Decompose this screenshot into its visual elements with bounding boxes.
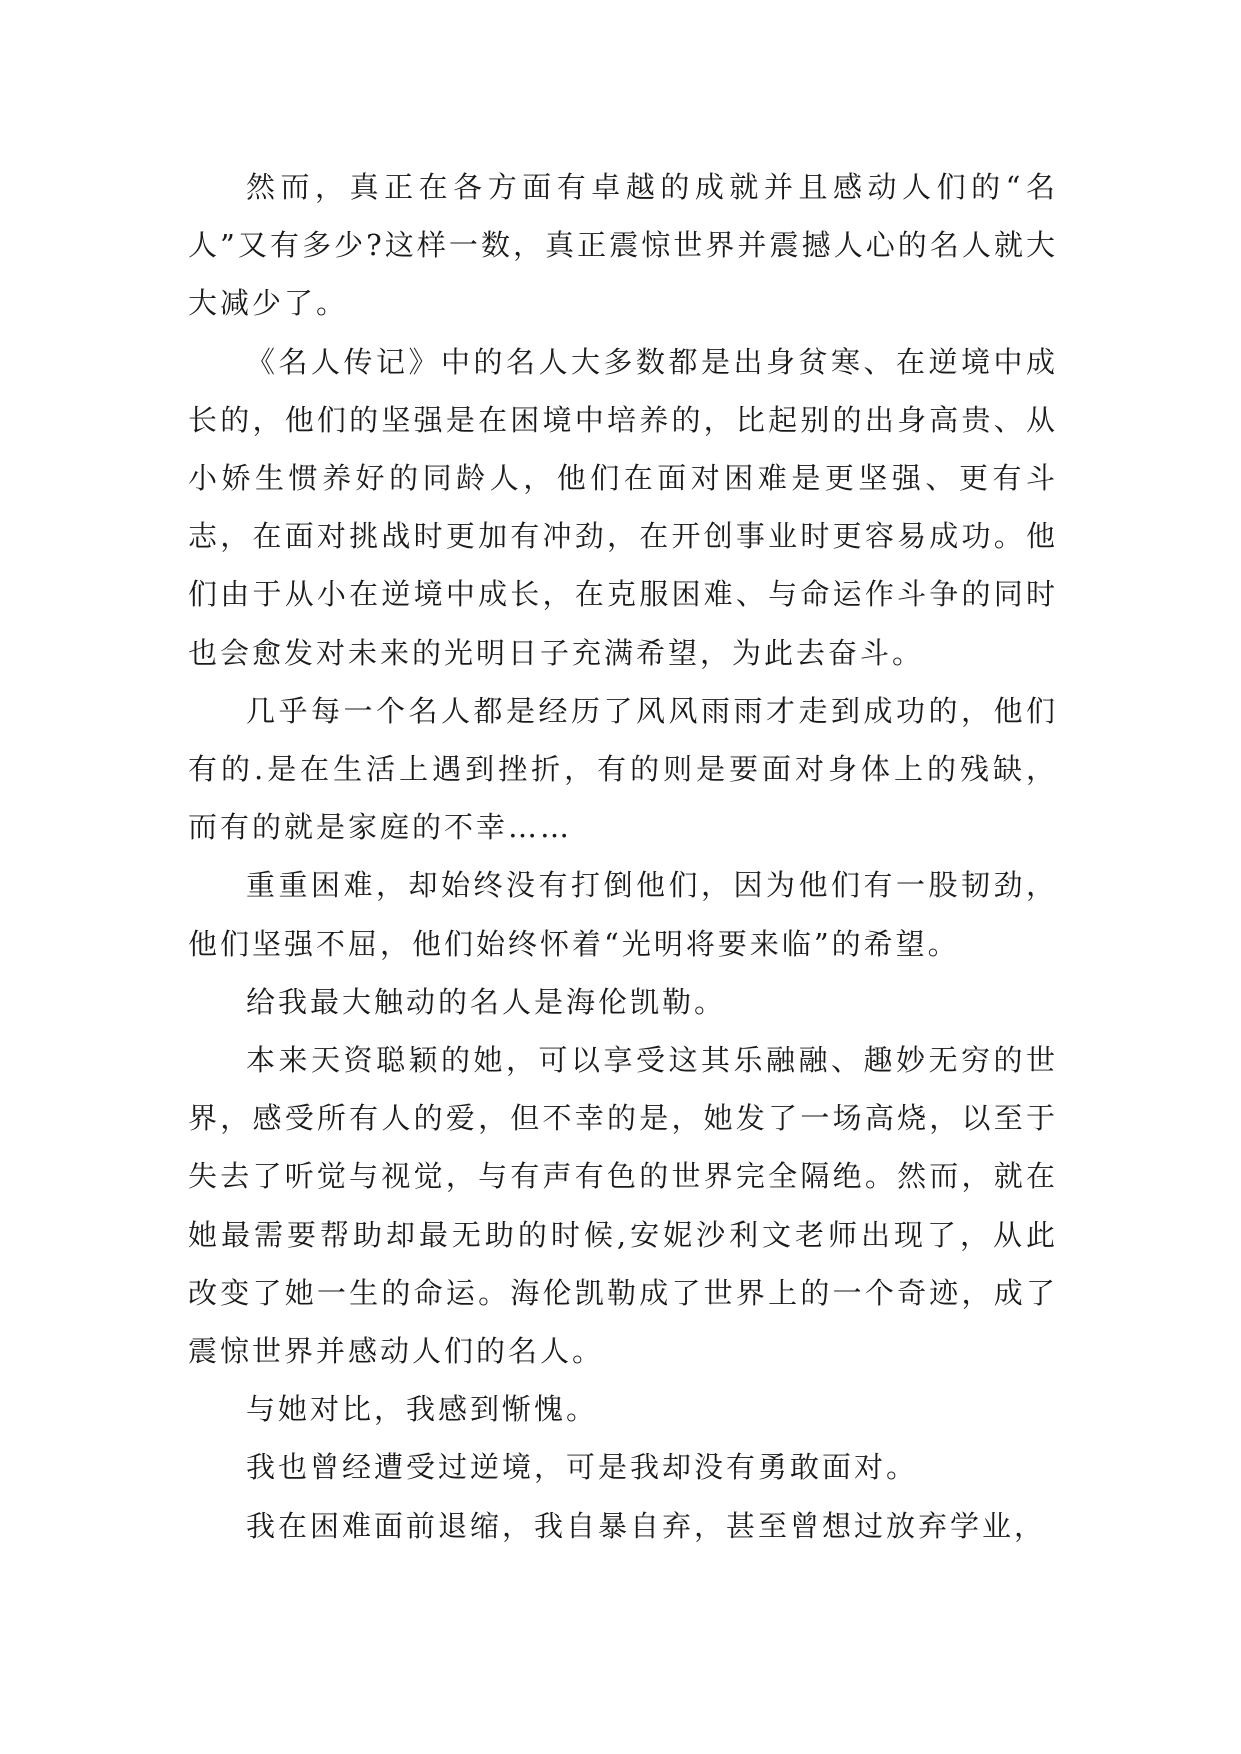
paragraph: 与她对比，我感到惭愧。 (246, 1392, 599, 1427)
paragraph: 几乎每一个名人都是经历了风风雨雨才走到成功的，他们有的.是在生活上遇到挫折，有的则是要面对身体上的残缺，而有的就是家庭的不幸…… (188, 693, 1058, 845)
paragraph: 重重困难，却始终没有打倒他们，因为他们有一股韧劲，他们坚强不屈，他们始终怀着“光明将要来临”的希望。 (188, 868, 1058, 961)
paragraph: 本来天资聪颖的她，可以享受这其乐融融、趣妙无穷的世界，感受所有人的爱，但不幸的是，她发了一场高烧，以至于失去了听觉与视觉，与有声有色的世界完全隔绝。然而，就在她最需要帮助却最无助的时候,安妮沙利文老师出现了，从此改变了她一生的命运。海伦凯勒成了世界上的一个奇迹，成了震惊世界并感动人们的名人。 (188, 1043, 1058, 1369)
paragraph: 我在困难面前退缩，我自暴自弃，甚至曾想过放弃学业， (246, 1508, 1047, 1543)
paragraph: 我也曾经遭受过逆境，可是我却没有勇敢面对。 (246, 1450, 919, 1485)
paragraph: 然而，真正在各方面有卓越的成就并且感动人们的“名人”又有多少?这样一数，真正震惊世界并震撼人心的名人就大大减少了。 (188, 170, 1058, 321)
paragraph: 给我最大触动的名人是海伦凯勒。 (246, 984, 727, 1019)
paragraph: 《名人传记》中的名人大多数都是出身贫寒、在逆境中成长的，他们的坚强是在困境中培养的，比起别的出身高贵、从小娇生惯养好的同龄人，他们在面对困难是更坚强、更有斗志，在面对挑战时更加有冲劲，在开创事业时更容易成功。他们由于从小在逆境中成长，在克服困难、与命运作斗争的同时也会愈发对未来的光明日子充满希望，为此去奋斗。 (188, 344, 1058, 670)
document-body (188, 158, 1058, 1555)
